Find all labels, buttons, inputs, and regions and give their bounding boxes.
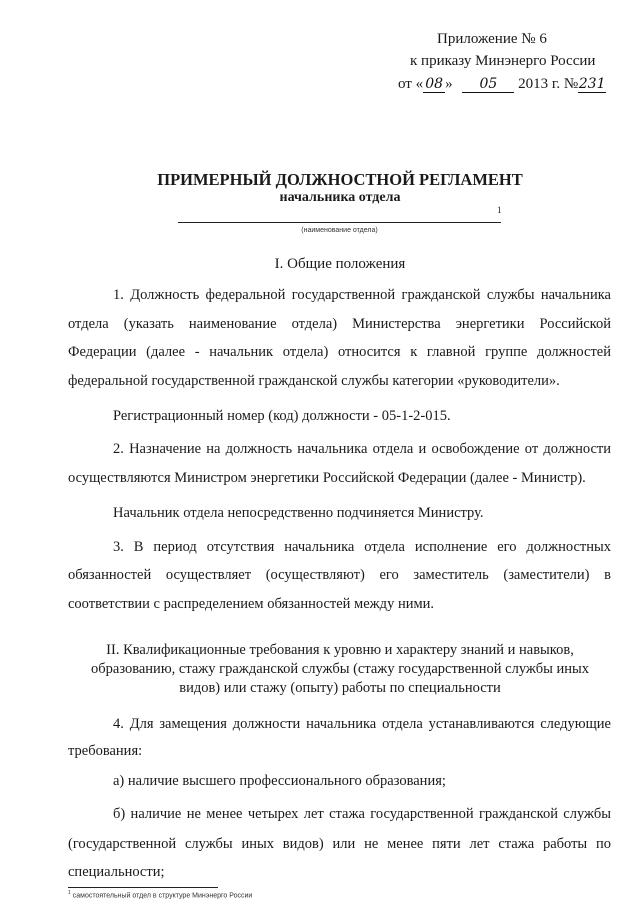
section-1-heading: I. Общие положения	[274, 256, 406, 272]
annex-line-2: к приказу Минэнерго России	[410, 53, 596, 69]
footnote-text: самостоятельный отдел в структуре Минэнерго России	[72, 892, 253, 900]
para-4-line-2: требования:	[68, 743, 143, 759]
para-1-line-2: отдела (указать наименование отдела) Министерства энергетики Российской	[68, 316, 611, 332]
date-prefix: от «	[398, 76, 424, 92]
para-a: а) наличие высшего профессионального образования;	[113, 773, 446, 789]
title-footnote-mark: 1	[497, 205, 502, 215]
date-day-handwritten: 08	[423, 76, 445, 93]
document-title: ПРИМЕРНЫЙ ДОЛЖНОСТНОЙ РЕГЛАМЕНТ	[157, 170, 523, 189]
order-number-handwritten: 231	[578, 76, 606, 92]
para-reg-number: Регистрационный номер (код) должности - 05-1-2-015.	[113, 408, 451, 424]
department-name-caption: (наименование отдела)	[301, 227, 378, 234]
para-3-line-2: обязанностей осуществляет (осуществляют) его заместитель (заместители) в	[68, 567, 611, 583]
para-4-line-1: 4. Для замещения должности начальника отдела устанавливаются следующие	[113, 716, 611, 732]
footnote	[68, 890, 252, 899]
date-month-handwritten: 05	[462, 76, 514, 93]
section-2-heading-line-1: II. Квалификационные требования к уровню и характеру знаний и навыков,	[106, 642, 574, 658]
para-1-line-3: Федерации (далее - начальник отдела) относится к главной группе должностей	[68, 344, 611, 360]
para-b-line-3: специальности;	[68, 864, 165, 880]
para-b-line-2: (государственной службы иных видов) или не менее пяти лет стажа работы по	[68, 836, 611, 852]
document-subtitle: начальника отдела	[279, 190, 401, 205]
section-2-heading-line-3: видов) или стажу (опыту) работы по специальности	[179, 680, 501, 696]
para-2-line-1: 2. Назначение на должность начальника отдела и освобождение от должности	[113, 441, 611, 457]
department-name-rule	[178, 222, 501, 223]
date-mid: »	[445, 76, 453, 92]
section-2-heading-line-2: образованию, стажу гражданской службы (стажу государственной службы иных	[91, 661, 589, 677]
para-b-line-1: б) наличие не менее четырех лет стажа государственной гражданской службы	[113, 806, 611, 822]
para-2-line-2: осуществляются Министром энергетики Российской Федерации (далее - Министр).	[68, 470, 586, 486]
date-year-number-label: 2013 г. №	[518, 76, 579, 92]
para-3-line-1: 3. В период отсутствия начальника отдела исполнение его должностных	[113, 539, 611, 555]
footnote-separator	[68, 887, 218, 888]
para-3-line-3: соответствии с распределением обязанностей между ними.	[68, 596, 435, 612]
annex-date-line	[398, 76, 606, 93]
footnote-mark: 1	[68, 890, 71, 896]
para-1-line-1: 1. Должность федеральной государственной гражданской службы начальника	[113, 287, 611, 303]
annex-line-1: Приложение № 6	[437, 31, 547, 47]
para-1-line-4: федеральной государственной гражданской службы категории «руководители».	[68, 373, 560, 389]
para-subordination: Начальник отдела непосредственно подчиняется Министру.	[113, 505, 484, 521]
